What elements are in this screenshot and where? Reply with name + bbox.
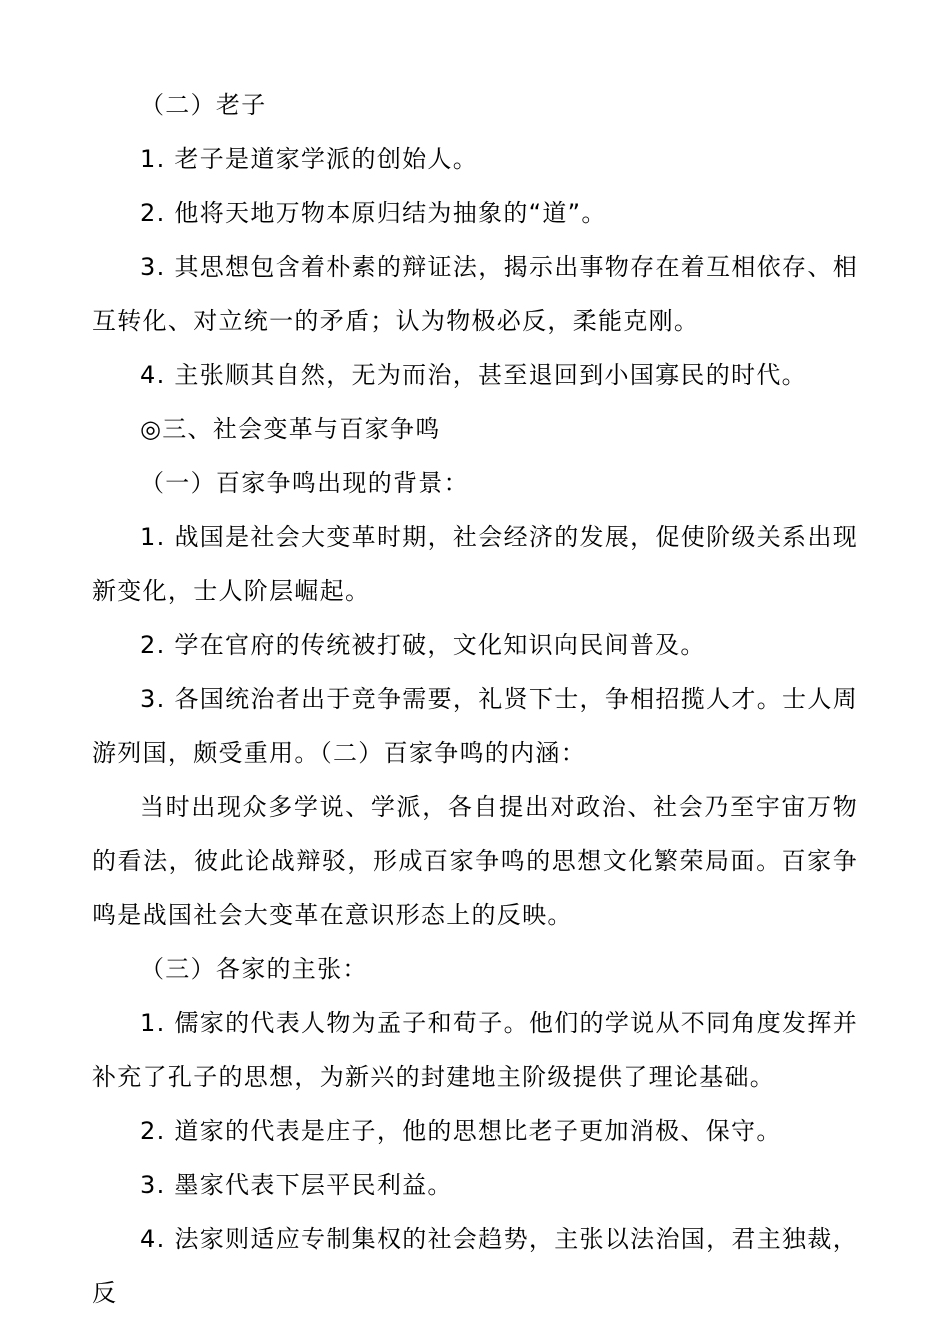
paragraph-schools-2: 2. 道家的代表是庄子，他的思想比老子更加消极、保守。 [140,1117,782,1145]
paragraph-connotation: 当时出现众多学说、学派，各自提出对政治、社会乃至宇宙万物的看法，彼此论战辩驳，形成百家争鸣的思想文化繁荣局面。百家争鸣是战国社会大变革在意识形态上的反映。 [92,793,858,929]
paragraph-background-1: 1. 战国是社会大变革时期，社会经济的发展，促使阶级关系出现新变化，士人阶层崛起。 [92,523,858,605]
heading-background: （一）百家争鸣出现的背景： [140,469,469,497]
heading-laozi: （二）老子 [140,91,267,119]
paragraph-laozi-4: 4. 主张顺其自然，无为而治，甚至退回到小国寡民的时代。 [140,361,807,389]
paragraph-laozi-3: 3. 其思想包含着朴素的辩证法，揭示出事物存在着互相依存、相互转化、对立统一的矛盾；认为物极必反，柔能克刚。 [92,253,858,335]
paragraph-schools-1: 1. 儒家的代表人物为孟子和荀子。他们的学说从不同角度发挥并补充了孔子的思想，为新兴的封建地主阶级提供了理论基础。 [92,1009,858,1091]
paragraph-schools-3: 3. 墨家代表下层平民利益。 [140,1171,453,1199]
paragraph-laozi-1: 1. 老子是道家学派的创始人。 [140,145,479,173]
section-heading-three: ◎三、社会变革与百家争鸣 [140,415,441,443]
paragraph-schools-4: 4. 法家则适应专制集权的社会趋势，主张以法治国，君主独裁，反 [92,1225,858,1307]
paragraph-laozi-2: 2. 他将天地万物本原归结为抽象的“道”。 [140,199,607,227]
paragraph-background-3: 3. 各国统治者出于竞争需要，礼贤下士，争相招揽人才。士人周游列国，颇受重用。（二）百家争鸣的内涵： [92,685,858,767]
heading-schools: （三）各家的主张： [140,955,368,983]
paragraph-background-2: 2. 学在官府的传统被打破，文化知识向民间普及。 [140,631,706,659]
